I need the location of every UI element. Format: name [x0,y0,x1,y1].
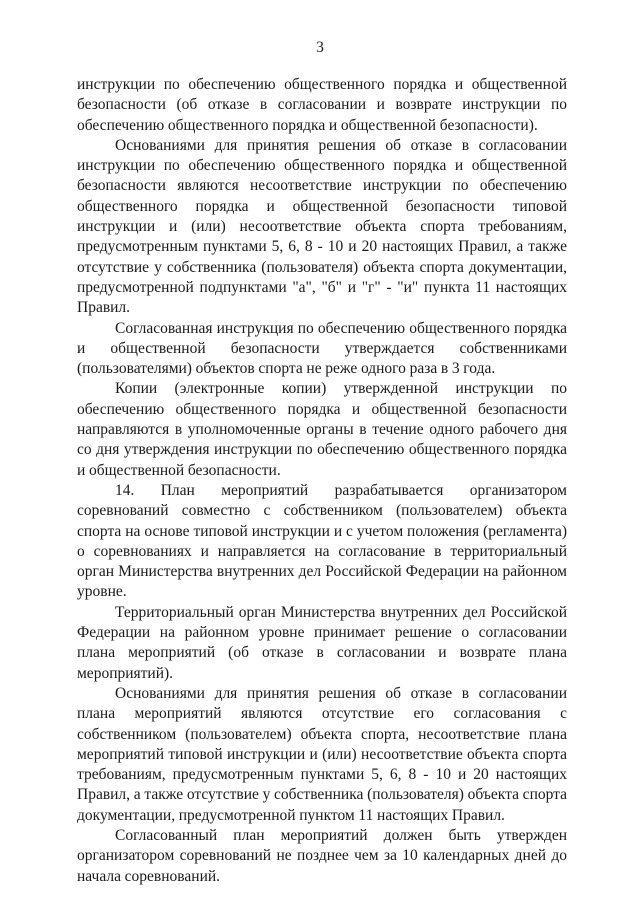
paragraph-refusal-grounds-plan: Основаниями для принятия решения об отказе в согласовании плана мероприятий являются отсутствие его согласования с собственником (пользователем) объекта спорта, несоответствие плана мероприятий типовой инструкции и (или) несоответствие объекта спорта требованиям, предусмотренным пунктами 5, 6, 8 - 10 и 20 настоящих Правил, а также отсутствие у собственника (пользователя) объекта спорта документации, предусмотренной пунктом 11 настоящих Правил. [77,684,567,824]
paragraph-plan-approval-deadline: Согласованный план мероприятий должен быть утвержден организатором соревнований не позднее чем за 10 календарных дней до начала соревнований. [77,826,567,885]
paragraph-refusal-grounds-instruction: Основаниями для принятия решения об отказе в согласовании инструкции по обеспечению общественного порядка и общественной безопасности являются несоответствие инструкции по обеспечению общественного порядка и общественной безопасности типовой инструкции и (или) несоответствие объекта спорта требованиям, предусмотренным пунктами 5, 6, 8 - 10 и 20 настоящих Правил, а также отсутствие у собственника (пользователя) объекта спорта документации, предусмотренной подпунктами "а", "б" и "г" - "и" пункта 11 настоящих Правил. [77,136,567,317]
document-body [77,75,567,887]
paragraph-instruction-copies: Копии (электронные копии) утвержденной инструкции по обеспечению общественного порядка и общественной безопасности направляются в уполномоченные органы в течение одного рабочего дня со дня утверждения инструкции по обеспечению общественного порядка и общественной безопасности. [77,380,567,479]
paragraph-continuation: инструкции по обеспечению общественного порядка и общественной безопасности (об отказе в согласовании и возврате инструкции по обеспечению общественного порядка и общественной безопасности). [77,76,567,134]
paragraph-instruction-approval: Согласованная инструкция по обеспечению общественного порядка и общественной безопасности утверждается собственниками (пользователями) объектов спорта не реже одного раза в 3 года. [77,319,567,378]
paragraph-item-14-plan: 14. План мероприятий разрабатывается организатором соревнований совместно с собственником (пользователем) объекта спорта на основе типовой инструкции и с учетом положения (регламента) о соревнованиях и направляется на согласование в территориальный орган Министерства внутренних дел Российской Федерации на районном уровне. [77,481,567,601]
paragraph-mvd-decision: Территориальный орган Министерства внутренних дел Российской Федерации на районном уровне принимает решение о согласовании плана мероприятий (об отказе в согласовании и возврате плана мероприятий). [77,603,567,682]
page-number: 3 [316,39,324,56]
